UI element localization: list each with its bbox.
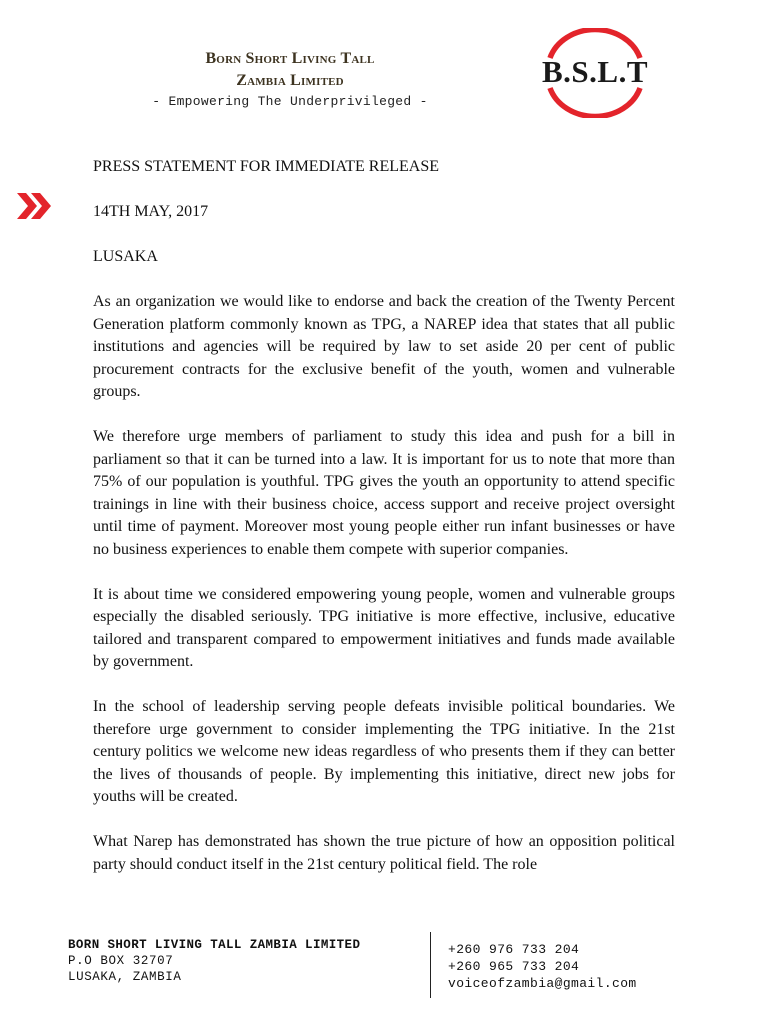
footer-phone-2: +260 965 733 204 xyxy=(448,959,580,974)
body-paragraph-2: We therefore urge members of parliament to study this idea and push for a bill in parliament so that it can be turned into a law. It is important for us to note that more than 75% of our population is youthful. TPG gives the youth an opportunity to attend specific trainings in line with their business choice, access support and receive project oversight until time of payment. Moreover most young people either run infant businesses or have no business experiences to enable them compete with superior companies. xyxy=(93,428,675,558)
org-name-line-1: Born Short Living Tall xyxy=(205,50,375,67)
letterhead-organization xyxy=(90,48,490,109)
body-paragraph-5: What Narep has demonstrated has shown the true picture of how an opposition political party should conduct itself in the 21st century political field. The role xyxy=(93,833,675,873)
footer-phone-1: +260 976 733 204 xyxy=(448,942,580,957)
footer-divider xyxy=(430,932,431,998)
footer-po-box: P.O BOX 32707 xyxy=(68,954,174,968)
press-statement-body xyxy=(93,156,675,899)
org-tagline: - Empowering The Underprivileged - xyxy=(152,94,428,109)
body-paragraph-1: As an organization we would like to endorse and back the creation of the Twenty Percent Generation platform commonly known as TPG, a NAREP idea that states that all public institutions and agencies will be required by law to set aside 20 per cent of public procurement contracts for the exclusive benefit of the youth, women and vulnerable groups. xyxy=(93,293,675,400)
footer-city: LUSAKA, ZAMBIA xyxy=(68,970,182,984)
bslt-logo xyxy=(530,28,660,118)
footer-address xyxy=(68,937,360,985)
statement-date: 14TH MAY, 2017 xyxy=(93,203,209,220)
body-paragraph-4: In the school of leadership serving people defeats invisible political boundaries. We therefore urge government to consider implementing the TPG initiative. In the 21st century politics we welcome new ideas regardless of who presents them if they can better the lives of thousands of people. By implementing this initiative, direct new jobs for youths will be created. xyxy=(93,698,675,805)
footer-email: voiceofzambia@gmail.com xyxy=(448,976,637,991)
org-name-line-2: Zambia Limited xyxy=(236,72,344,89)
footer-contacts xyxy=(448,941,637,992)
double-chevron-icon xyxy=(17,193,53,224)
body-paragraph-3: It is about time we considered empowering young people, women and vulnerable groups especially the disabled seriously. TPG initiative is more effective, inclusive, educative tailored and transparent compared to empowerment initiatives and funds made available by government. xyxy=(93,585,675,670)
footer-company-name: BORN SHORT LIVING TALL ZAMBIA LIMITED xyxy=(68,938,361,952)
logo-text: B.S.L.T xyxy=(541,54,649,89)
statement-title: PRESS STATEMENT FOR IMMEDIATE RELEASE xyxy=(93,158,440,175)
statement-location: LUSAKA xyxy=(93,248,158,265)
